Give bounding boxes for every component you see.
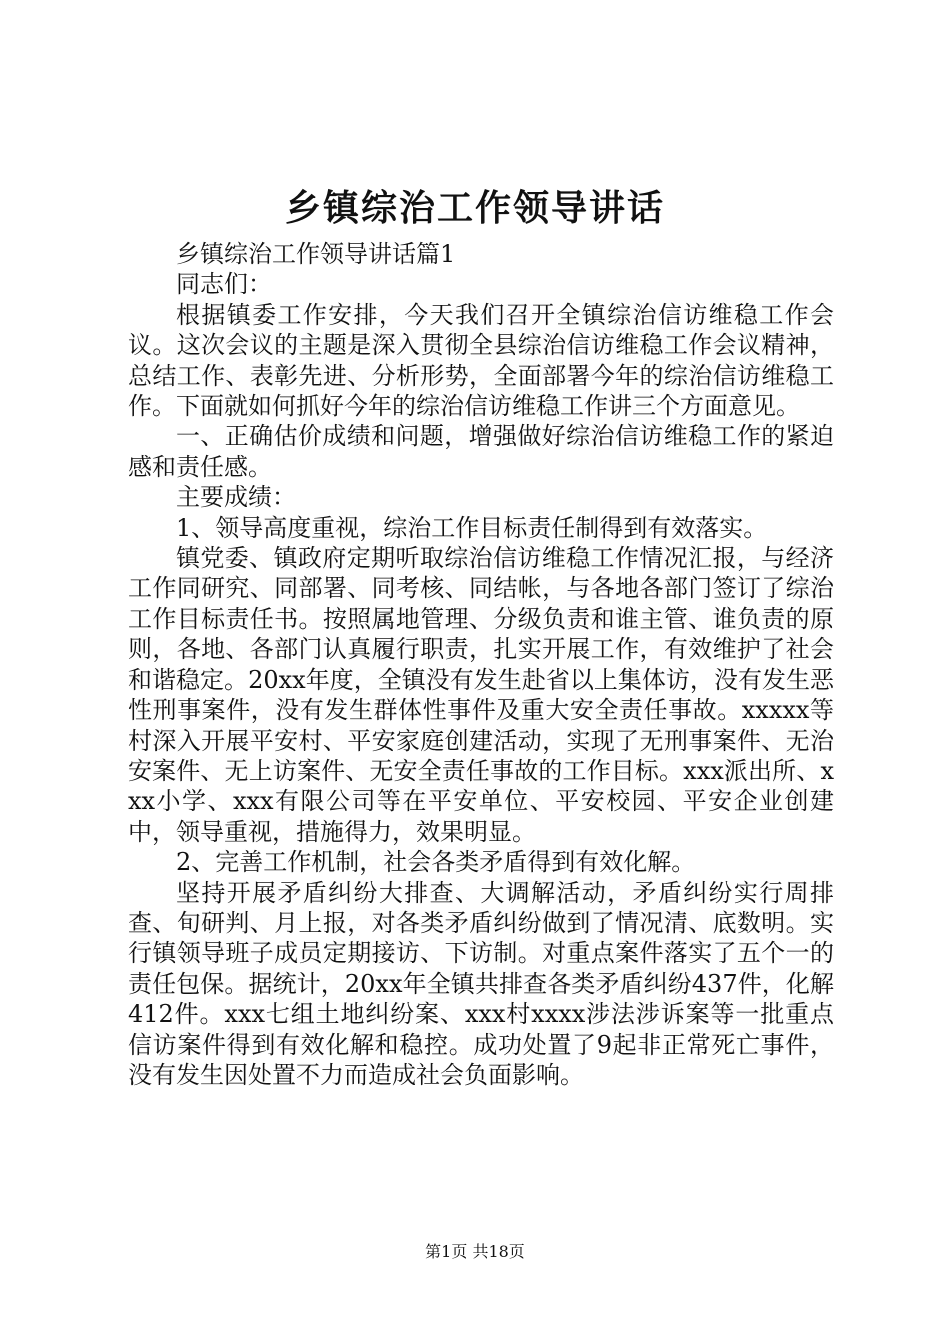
paragraph-intro: 根据镇委工作安排，今天我们召开全镇综治信访维稳工作会议。这次会议的主题是深入贯彻全县综治信访维稳工作会议精神，总结工作、表彰先进、分析形势，全面部署今年的综治信访维稳工作。下面就如何抓好今年的综治信访维稳工作讲三个方面意见。 [128, 300, 834, 421]
subheading-main-achievements: 主要成绩： [176, 483, 296, 512]
paragraph-salutation: 同志们： [176, 270, 272, 299]
paragraph-point-2: 坚持开展矛盾纠纷大排查、大调解活动，矛盾纠纷实行周排查、旬研判、月上报，对各类矛盾纠纷做到了情况清、底数明。实行镇领导班子成员定期接访、下访制。对重点案件落实了五个一的责任包保。据统计，20xx年全镇共排查各类矛盾纠纷437件，化解412件。xxx七组土地纠纷案、xxx村xxxx涉法涉诉案等一批重点信访案件得到有效化解和稳控。成功处置了9起非正常死亡事件，没有发生因处置不力而造成社会负面影响。 [128, 878, 834, 1089]
point-heading-1: 1、领导高度重视，综治工作目标责任制得到有效落实。 [176, 513, 768, 542]
section-heading-1: 一、正确估价成绩和问题，增强做好综治信访维稳工作的紧迫感和责任感。 [128, 422, 834, 481]
page-footer: 第1页 共18页 [425, 1242, 525, 1261]
document-body [128, 239, 834, 1090]
paragraph-point-1: 镇党委、镇政府定期听取综治信访维稳工作情况汇报，与经济工作同研究、同部署、同考核、同结帐，与各地各部门签订了综治工作目标责任书。按照属地管理、分级负责和谁主管、谁负责的原则，各地、各部门认真履行职责，扎实开展工作，有效维护了社会和谐稳定。20xx年度，全镇没有发生赴省以上集体访，没有发生恶性刑事案件，没有发生群体性事件及重大安全责任事故。xxxxx等村深入开展平安村、平安家庭创建活动，实现了无刑事案件、无治安案件、无上访案件、无安全责任事故的工作目标。xxx派出所、xxx小学、xxx有限公司等在平安单位、平安校园、平安企业创建中，领导重视，措施得力，效果明显。 [128, 544, 834, 846]
document-title: 乡镇综治工作领导讲话 [284, 187, 665, 229]
paragraph-subtitle: 乡镇综治工作领导讲话篇1 [176, 240, 456, 268]
point-heading-2: 2、完善工作机制，社会各类矛盾得到有效化解。 [176, 848, 696, 877]
